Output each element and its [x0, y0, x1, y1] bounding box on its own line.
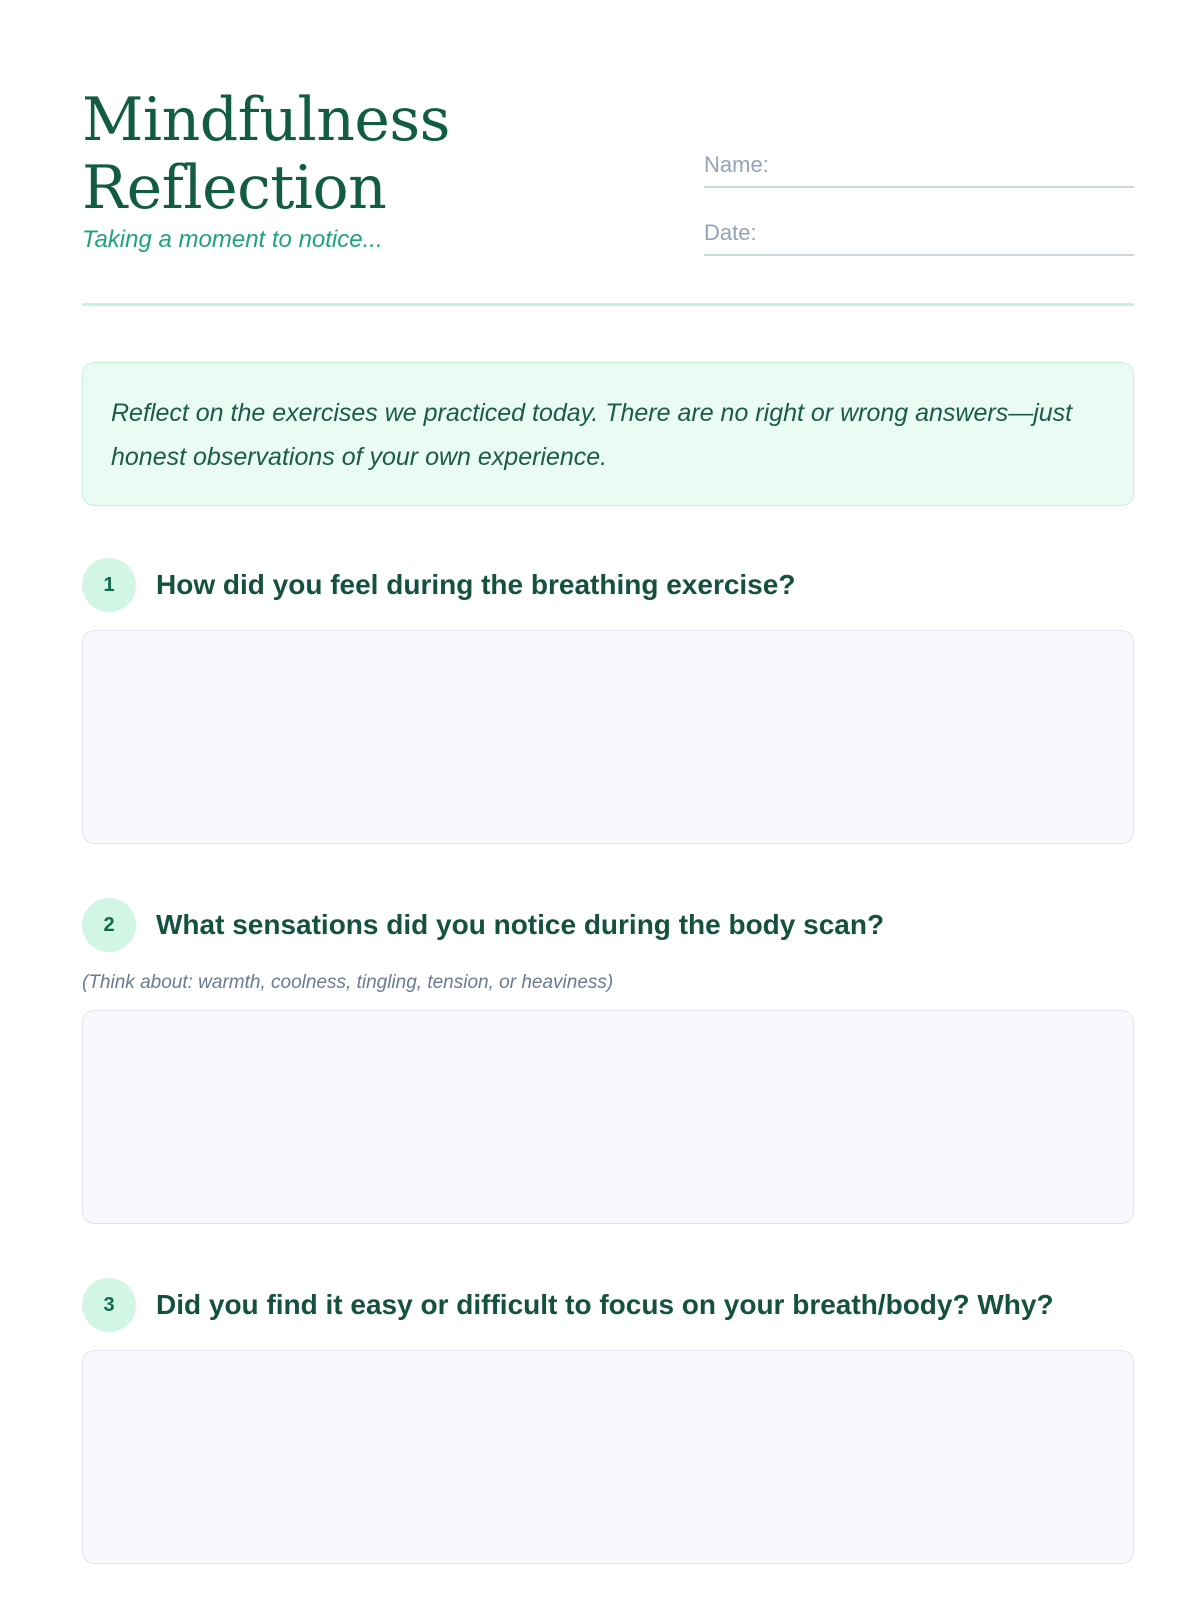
- worksheet-page: [82, 0, 1134, 1600]
- intro-box: [82, 362, 1134, 506]
- question-2-hint: (Think about: warmth, coolness, tingling, tension, or heaviness): [82, 972, 614, 993]
- question-number-badge: 3: [82, 1278, 136, 1332]
- page-subtitle: Taking a moment to notice...: [82, 226, 383, 253]
- student-info: [704, 148, 1134, 256]
- intro-text: Reflect on the exercises we practiced today. There are no right or wrong answers—just honest observations of your own experience.: [111, 399, 1073, 471]
- date-label: Date:: [704, 220, 757, 245]
- page-title: Mindfulness Reflection: [82, 85, 450, 223]
- date-field[interactable]: [704, 216, 1134, 256]
- answer-box-1[interactable]: [82, 630, 1134, 844]
- worksheet-header: [82, 78, 1134, 306]
- answer-box-3[interactable]: [82, 1350, 1134, 1564]
- question-text: Did you find it easy or difficult to focus on your breath/body? Why?: [156, 1289, 1054, 1320]
- question-number-badge: 2: [82, 898, 136, 952]
- question-3-header: [82, 1278, 1134, 1332]
- question-2-header: [82, 898, 1134, 952]
- name-field[interactable]: [704, 148, 1134, 188]
- question-number-badge: 1: [82, 558, 136, 612]
- question-text: How did you feel during the breathing exercise?: [156, 569, 796, 600]
- name-label: Name:: [704, 152, 769, 177]
- answer-box-2[interactable]: [82, 1010, 1134, 1224]
- question-1-header: [82, 558, 1134, 612]
- question-text: What sensations did you notice during the body scan?: [156, 909, 885, 940]
